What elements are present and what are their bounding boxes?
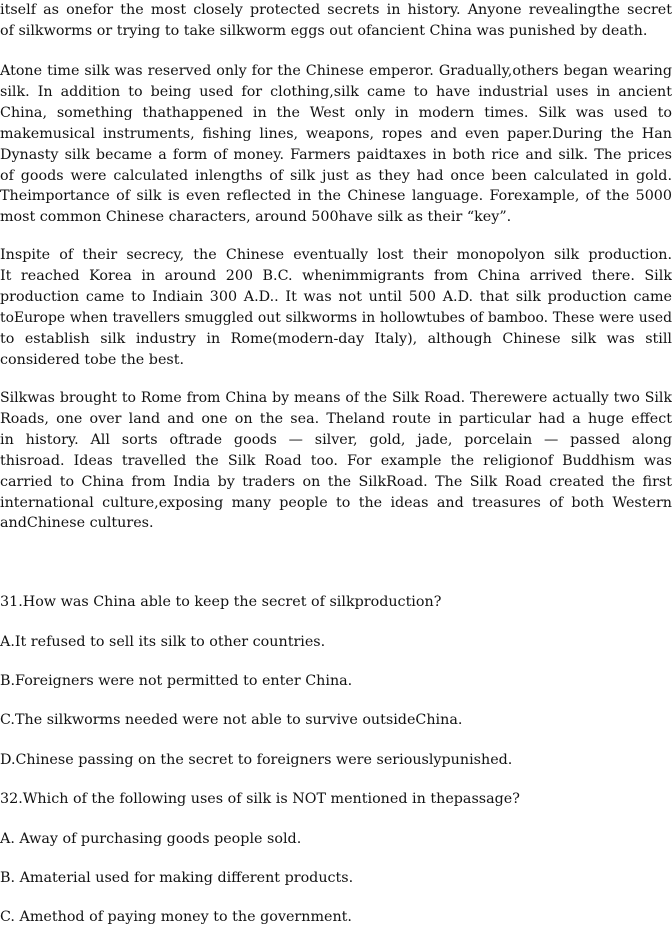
passage-line: Silkwas brought to Rome from China by means of the Silk Road. Therewere actually two Silk: [0, 390, 672, 406]
question-32-stem: 32.Which of the following uses of silk is NOT mentioned in thepassage?: [0, 791, 520, 807]
passage-line: silk. In addition to being used for clothing,silk came to have industrial uses in ancient: [0, 83, 672, 100]
passage-line: Dynasty silk became a form of money. Farmers paidtaxes in both rice and silk. The prices: [0, 146, 672, 163]
question-31-option-a: A.It refused to sell its silk to other countries.: [0, 634, 326, 650]
passage-line: in history. All sorts oftrade goods — silver, gold, jade, porcelain — passed along: [0, 431, 672, 448]
question-31-option-b: B.Foreigners were not permitted to enter China.: [0, 673, 353, 689]
passage-line: makemusical instruments, fishing lines, weapons, ropes and even paper.During the Han: [0, 125, 672, 142]
passage-line: thisroad. Ideas travelled the Silk Road too. For example the religionof Buddhism was: [0, 452, 672, 469]
question-31-option-c: C.The silkworms needed were not able to survive outsideChina.: [0, 712, 463, 728]
question-32-option-b: B. Amaterial used for making different products.: [0, 870, 354, 886]
passage-line: production came to Indiain 300 A.D.. It was not until 500 A.D. that silk production came: [0, 288, 672, 305]
passage-line: andChinese cultures.: [0, 515, 154, 532]
passage-line: Roads, one over land and one on the sea. Theland route in particular had a huge effect: [0, 410, 672, 427]
passage-paragraph-3: [0, 245, 672, 370]
passage-line: to establish silk industry in Rome(modern-day Italy), although Chinese silk was still: [0, 330, 672, 347]
passage-paragraph-4: [0, 388, 672, 534]
passage-line: toEurope when travellers smuggled out silkworms in hollowtubes of bamboo. These were used: [0, 309, 672, 326]
passage-line: Atone time silk was reserved only for the Chinese emperor. Gradually,others began wearing: [0, 63, 672, 79]
question-31-option-d: D.Chinese passing on the secret to foreigners were seriouslypunished.: [0, 752, 513, 768]
passage-line: carried to China from India by traders on the SilkRoad. The Silk Road created the first: [0, 473, 672, 490]
passage-line: considered tobe the best.: [0, 351, 185, 368]
passage-line: international culture,exposing many people to the ideas and treasures of both Western: [0, 494, 672, 511]
passage-paragraph-2: [0, 61, 672, 228]
question-32-option-a: A. Away of purchasing goods people sold.: [0, 831, 302, 847]
passage-line: of silkworms or trying to take silkworm eggs out ofancient China was punished by death.: [0, 22, 648, 39]
passage-line: Inspite of their secrecy, the Chinese eventually lost their monopolyon silk production.: [0, 247, 672, 263]
passage-line: China, something thathappened in the West only in modern times. Silk was used to: [0, 104, 672, 121]
passage-paragraph-1: [0, 0, 672, 42]
passage-line: most common Chinese characters, around 500have silk as their “key”.: [0, 209, 512, 226]
passage-line: Theimportance of silk is even reflected in the Chinese language. Forexample, of the 5000: [0, 188, 672, 205]
question-31-stem: 31.How was China able to keep the secret of silkproduction?: [0, 594, 442, 610]
question-32-option-c: C. Amethod of paying money to the government.: [0, 909, 352, 925]
passage-line: It reached Korea in around 200 B.C. whenimmigrants from China arrived there. Silk: [0, 267, 672, 284]
passage-line: itself as onefor the most closely protected secrets in history. Anyone revealingthe secret: [0, 2, 672, 18]
passage-line: of goods were calculated inlengths of silk just as they had once been calculated in gold.: [0, 167, 672, 184]
